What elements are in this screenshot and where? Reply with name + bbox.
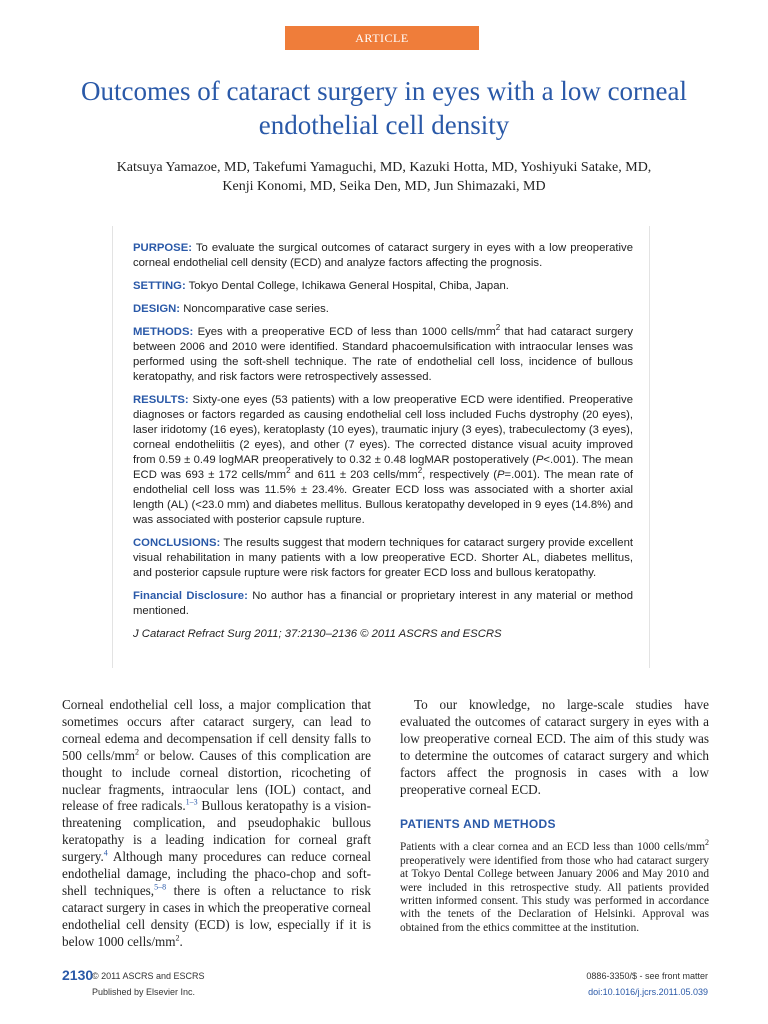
methods-text: Eyes with a preoperative ECD of less than 1000 cells/mm xyxy=(193,326,496,338)
methods-body-text-1: Patients with a clear cornea and an ECD less than 1000 cells/mm xyxy=(400,841,705,854)
footer-publisher: Published by Elsevier Inc. xyxy=(92,987,196,997)
methods-text-cont: that had cataract surgery between 2006 and 2010 were identified. Standard phacoemulsification with intraocular lenses was performed using the soft-shell technique. The rate of endothelial cell loss, incidence of bullous keratopathy, and risk factors were retrospectively assessed. xyxy=(133,326,633,383)
abstract-results xyxy=(133,393,633,528)
conclusions-label: CONCLUSIONS: xyxy=(133,537,221,549)
methods-body-text-2: preoperatively were identified from those who had cataract surgery at Tokyo Dental College between January 2006 and May 2010 and were included in this retrospective study. All patients provided written informed consent. This study was performed in accordance with the tenets of the Declaration of Helsinki. Approval was obtained from the ethics committee at the institution. xyxy=(400,854,709,934)
intro-sup-2: 2 xyxy=(175,933,180,943)
footer-issn: 0886-3350/$ - see front matter xyxy=(586,971,708,981)
abstract-design xyxy=(133,302,633,317)
design-label: DESIGN: xyxy=(133,303,181,315)
methods-superscript: 2 xyxy=(495,323,501,333)
abstract-conclusions xyxy=(133,536,633,581)
citation-link-5-8[interactable]: 5–8 xyxy=(154,882,167,892)
author-line-1: Katsuya Yamazoe, MD, Takefumi Yamaguchi, MD, Kazuki Hotta, MD, Yoshiyuki Satake, MD, xyxy=(116,160,652,175)
article-title: Outcomes of cataract surgery in eyes with a low corneal endothelial cell density xyxy=(80,76,688,140)
page-number: 2130 xyxy=(62,967,94,983)
journal-reference: J Cataract Refract Surg 2011; 37:2130–2136 © 2011 ASCRS and ESCRS xyxy=(133,628,502,640)
footer-copyright: © 2011 ASCRS and ESCRS xyxy=(92,971,205,981)
results-text: Sixty-one eyes (53 patients) with a low preoperative ECD were identified. Preoperative diagnoses or factors regarded as causing endothelial cell loss included Fuchs dystrophy (20 eyes), laser iridotomy (16 eyes), keratoplasty (10 eyes), traumatic injury (3 eyes), trabeculectomy (3 eyes), corneal endotheliitis (2 eyes), and other (7 eyes). The corrected distance visual acuity improved from 0.59 ± 0.49 logMAR preoperatively to 0.32 ± 0.48 logMAR postoperatively ( xyxy=(133,394,633,466)
intro-sup-1: 2 xyxy=(134,747,139,757)
results-sup-2: 2 xyxy=(417,466,423,476)
section-heading: PATIENTS AND METHODS xyxy=(400,817,556,832)
article-type-tag: ARTICLE xyxy=(285,26,479,50)
footer-doi-link[interactable]: doi:10.1016/j.jcrs.2011.05.039 xyxy=(588,987,708,997)
intro-text-1: Corneal endothelial cell loss, a major complication that sometimes occurs after cataract surgery, can lead to corneal edema and decompensation if cell density falls to 500 cells/mm xyxy=(62,697,371,763)
abstract-purpose xyxy=(133,241,633,271)
aim-paragraph: To our knowledge, no large-scale studies have evaluated the outcomes of cataract surgery in eyes with a low preoperative corneal ECD. The aim of this study was to determine the outcomes of cataract surgery and which factors affect the prognosis in cases with a low preoperative corneal ECD. xyxy=(400,697,709,797)
results-p-value-2: P xyxy=(497,469,505,481)
intro-text-6: . xyxy=(179,933,183,949)
abstract-disclosure xyxy=(133,589,633,619)
intro-text-3: Bullous keratopathy is a vision-threatening complication, and pseudophakic bullous keratopathy is a leading indication for corneal graft surgery. xyxy=(62,798,371,865)
citation-link-4[interactable]: 4 xyxy=(103,848,108,858)
results-text-5: =.001). The mean rate of endothelial cell loss was 11.5% ± 23.4%. Greater ECD loss was associated with a shorter axial length (AL) (<23.0 mm) and diabetes mellitus. Bullous keratopathy developed in 9 eyes (14.8%) and was associated with posterior capsule rupture. xyxy=(133,469,633,526)
disclosure-label: Financial Disclosure: xyxy=(133,590,248,602)
abstract-setting xyxy=(133,279,633,294)
setting-text: Tokyo Dental College, Ichikawa General Hospital, Chiba, Japan. xyxy=(185,280,509,292)
methods-body-sup: 2 xyxy=(705,838,709,848)
intro-text-4: Although many procedures can reduce corneal endothelial damage, including the phaco-chop and soft-shell techniques, xyxy=(62,849,371,898)
conclusions-text: The results suggest that modern techniques for cataract surgery provide excellent visual rehabilitation in many patients with a low preoperative ECD. Shorter AL, diabetes mellitus, and posterior capsule rupture were risk factors for greater ECD loss and bullous keratopathy. xyxy=(133,537,633,579)
body-right-column xyxy=(400,697,709,935)
methods-label: METHODS: xyxy=(133,326,194,338)
intro-text-2: or below. Causes of this complication are thought to include corneal distortion, ricocheting of nuclear fragments, intraocular lens (IOL) contact, and release of free radicals. xyxy=(62,747,371,814)
purpose-label: PURPOSE: xyxy=(133,242,193,254)
results-text-2: <.001). The mean ECD was 693 ± 172 cells/mm xyxy=(133,454,633,481)
page-footer xyxy=(62,965,708,1009)
intro-paragraph xyxy=(62,697,371,951)
abstract-methods xyxy=(133,325,633,385)
design-text: Noncomparative case series. xyxy=(180,303,329,315)
setting-label: SETTING: xyxy=(133,280,186,292)
abstract-box xyxy=(112,226,650,668)
results-label: RESULTS: xyxy=(133,394,189,406)
author-list xyxy=(60,158,708,196)
results-p-value-1: P xyxy=(535,454,544,466)
citation-link-1-3[interactable]: 1–3 xyxy=(185,798,198,808)
results-text-3: and 611 ± 203 cells/mm xyxy=(290,469,418,481)
purpose-text: To evaluate the surgical outcomes of cataract surgery in eyes with a low preoperative corneal endothelial cell density (ECD) and analyze factors affecting the prognosis. xyxy=(133,242,633,269)
disclosure-text: No author has a financial or proprietary interest in any material or method mentioned. xyxy=(133,590,633,617)
body-left-column xyxy=(62,697,371,951)
results-sup-1: 2 xyxy=(286,466,291,476)
intro-text-5: there is often a reluctance to risk cataract surgery in cases in which the preoperative corneal endothelial cell density (ECD) is low, especially if it is below 1000 cells/mm xyxy=(62,882,371,949)
author-line-2: Kenji Konomi, MD, Seika Den, MD, Jun Shimazaki, MD xyxy=(222,179,546,194)
methods-paragraph xyxy=(400,838,709,935)
results-text-4: , respectively ( xyxy=(422,469,497,481)
